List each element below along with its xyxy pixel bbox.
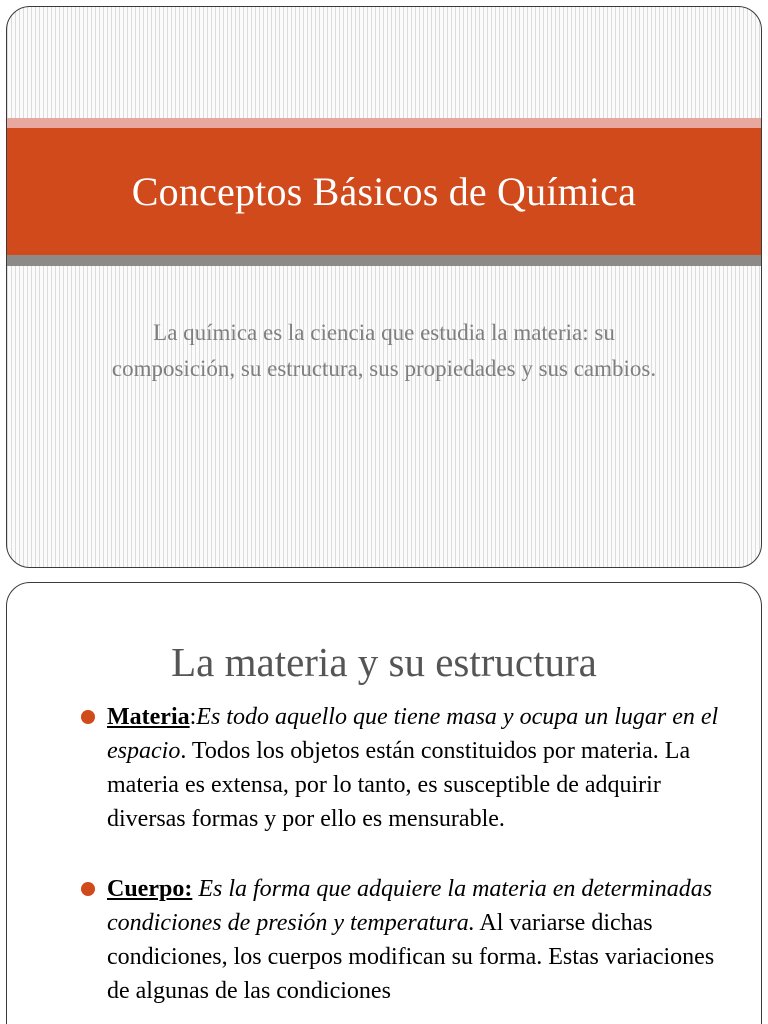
title-band — [7, 128, 761, 255]
bullet-text: Al variarse dichas condiciones, los cuerpos modifican su forma. Estas variaciones de algunas de las condiciones — [107, 910, 715, 1004]
bullet-definition: Es todo aquello que tiene masa y ocupa un lugar en el espacio — [107, 704, 719, 764]
bullet-list — [7, 700, 761, 1008]
slide-subtitle: La química es la ciencia que estudia la materia: su composición, su estructura, sus propiedades y sus cambios. — [111, 320, 657, 381]
bullet-definition: Es la forma que adquiere la materia en determinadas condiciones de presión y temperatura. — [107, 876, 713, 936]
bullet-separator: : — [189, 704, 197, 730]
content-slide — [6, 582, 762, 1024]
bullet-item-cuerpo — [7, 872, 761, 1008]
title-band-top-stripe — [7, 118, 761, 128]
bullet-term: Materia — [107, 704, 190, 730]
title-slide — [6, 6, 762, 568]
title-band-bottom-stripe — [7, 255, 761, 266]
bullet-text: . Todos los objetos están constituidos por materia. La materia es extensa, por lo tanto, es susceptible de adquirir diversas formas y por ello es mensurable. — [107, 738, 691, 832]
bullet-dot-icon — [81, 882, 95, 896]
bullet-item-materia — [7, 700, 761, 836]
bullet-dot-icon — [81, 710, 95, 724]
bullet-term: Cuerpo: — [107, 876, 193, 902]
content-slide-title: La materia y su estructura — [171, 639, 597, 685]
slide-title: Conceptos Básicos de Química — [131, 169, 637, 214]
